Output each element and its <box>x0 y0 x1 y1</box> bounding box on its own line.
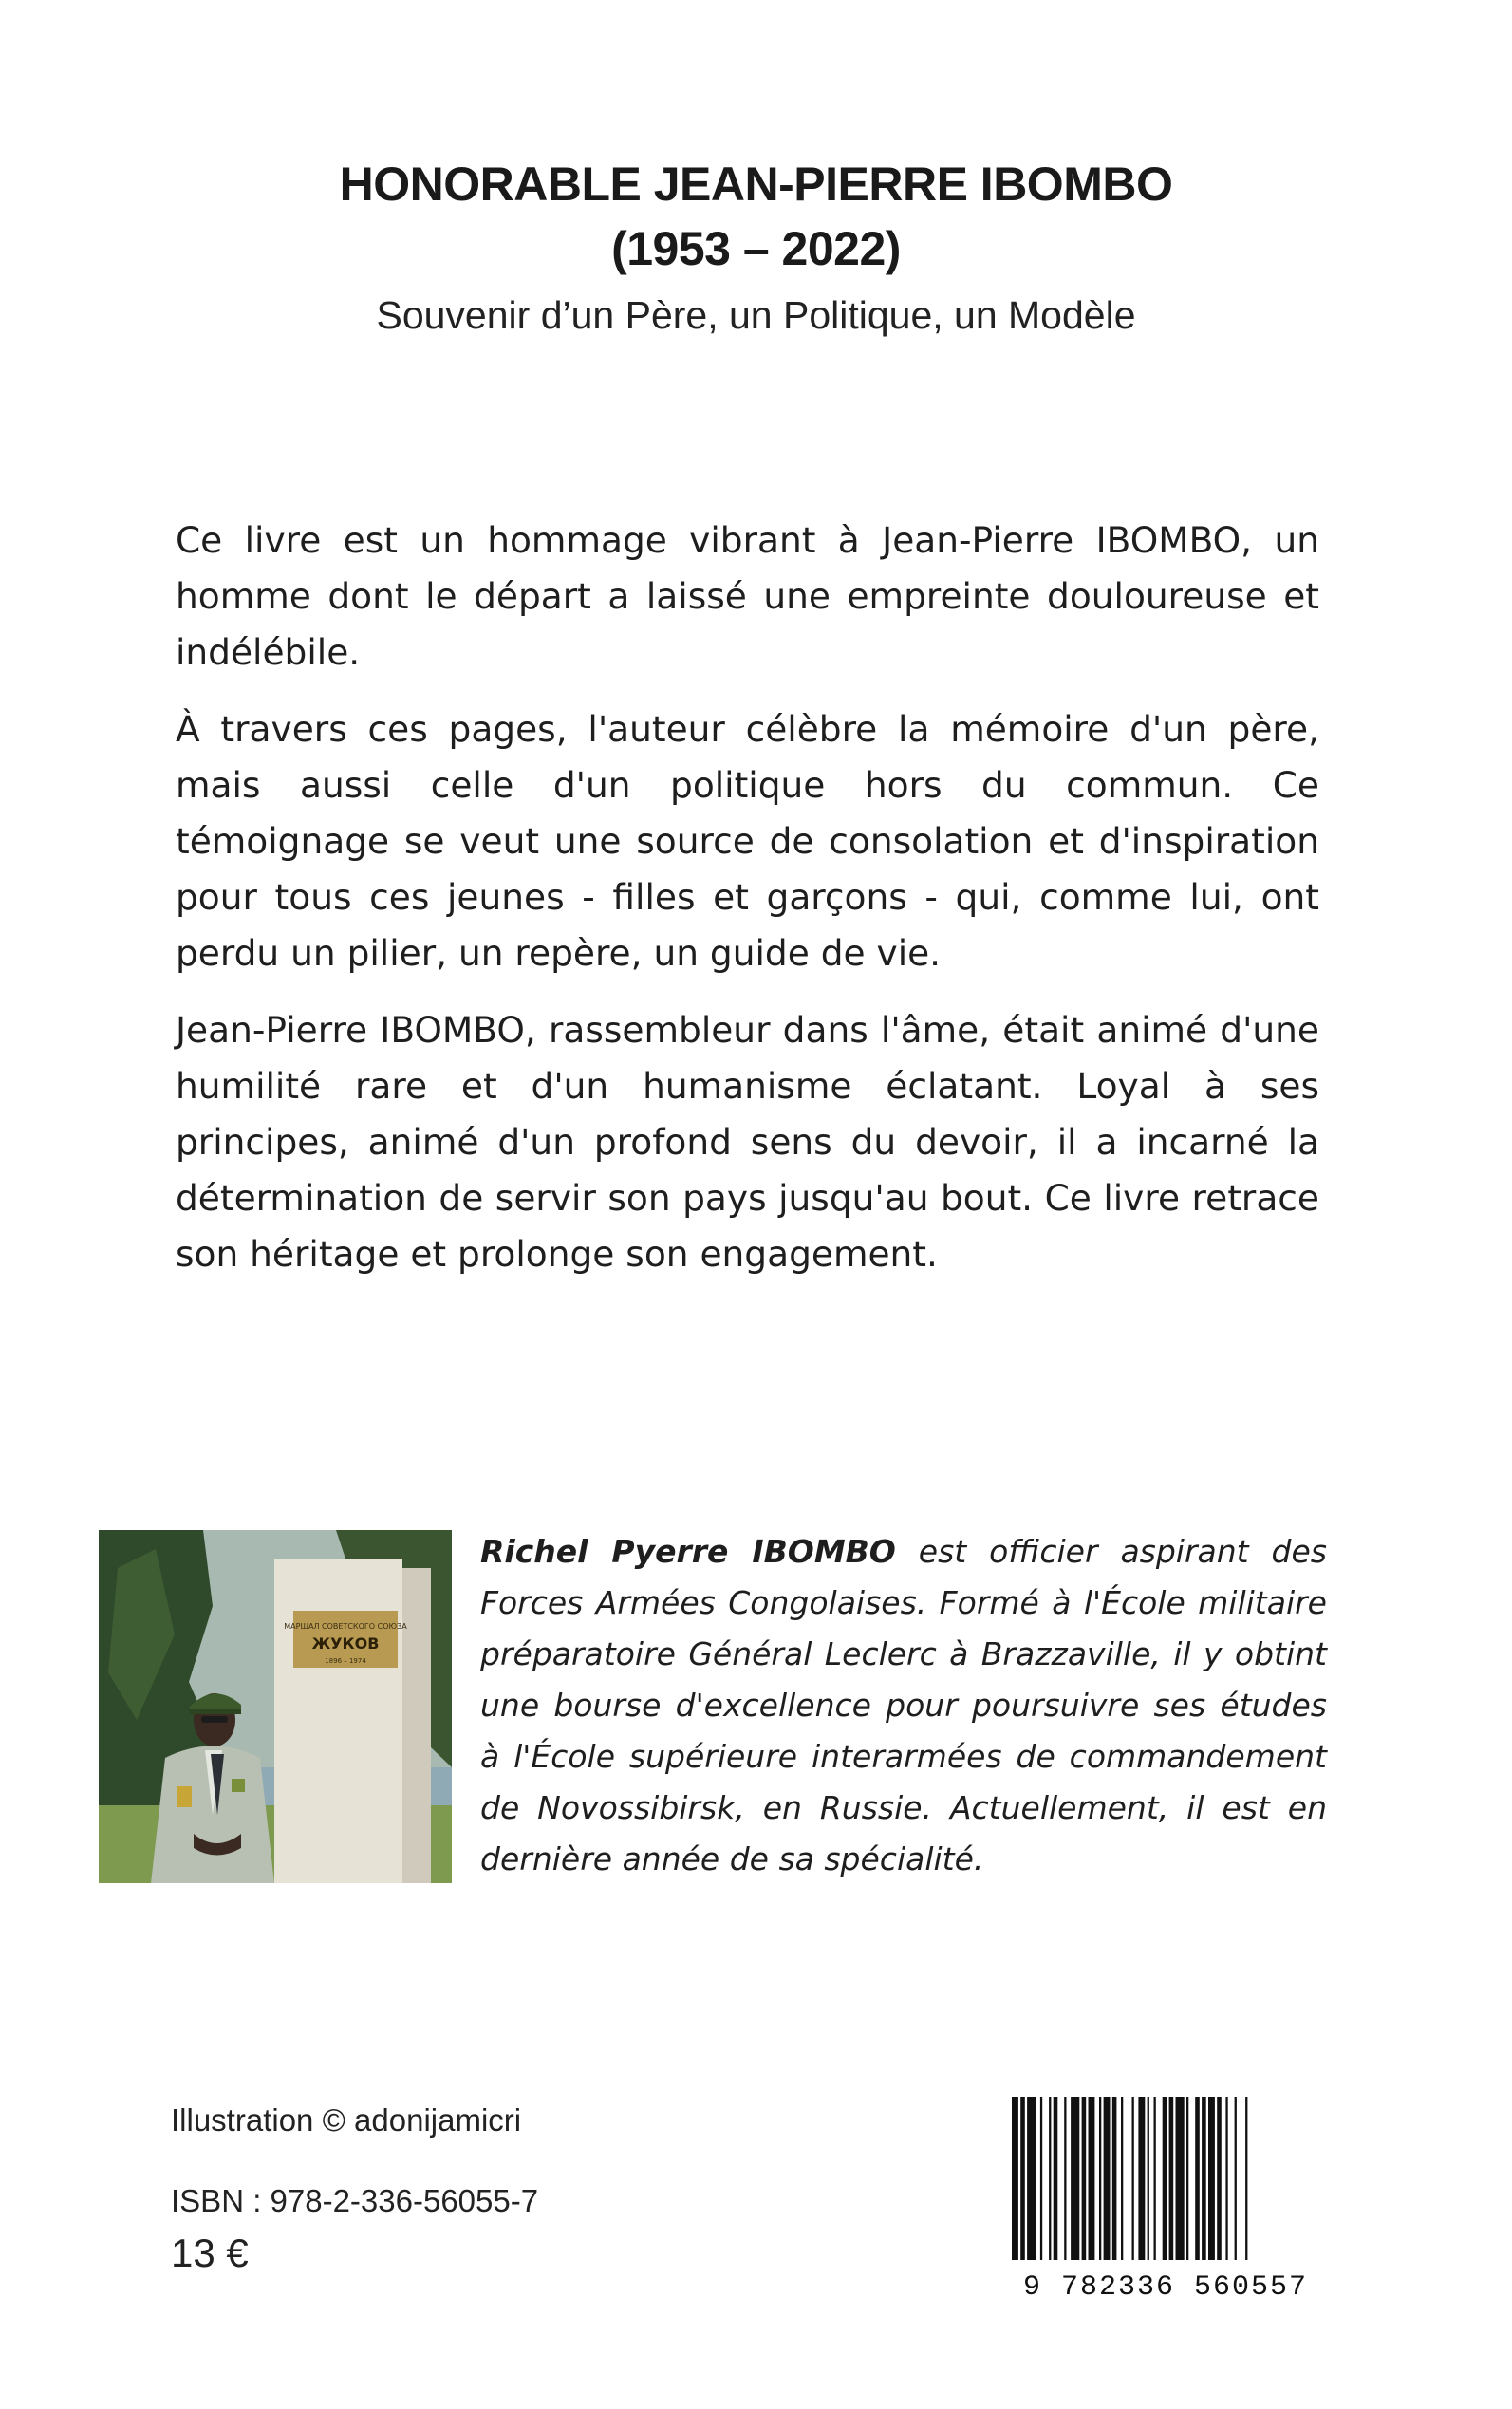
isbn: ISBN : 978-2-336-56055-7 <box>171 2183 539 2218</box>
book-title-line1: HONORABLE JEAN-PIERRE IBOMBO <box>339 158 1173 211</box>
author-name: Richel Pyerre IBOMBO <box>480 1533 896 1570</box>
summary-paragraph-3: Jean-Pierre IBOMBO, rassembleur dans l'âme, était animé d'une humilité rare et d'un humanisme éclatant. Loyal à ses principes, animé d'un profond sens du devoir, il a incarné la détermination de servir son pays jusqu'au bout. Ce livre retrace son héritage et prolonge son engagement. <box>176 1009 1319 1275</box>
barcode <box>999 2093 1333 2302</box>
summary-paragraph-1: Ce livre est un hommage vibrant à Jean-Pierre IBOMBO, un homme dont le départ a laissé une empreinte douloureuse et indélébile. <box>176 519 1319 673</box>
illustration-credit: Illustration © adonijamicri <box>171 2102 522 2138</box>
plaque-text: ЖУКОВ <box>311 1634 380 1653</box>
barcode-bars <box>1012 2097 1247 2260</box>
book-title-line2: (1953 – 2022) <box>611 222 901 275</box>
summary-paragraph-2: À travers ces pages, l'auteur célèbre la mémoire d'un père, mais aussi celle d'un politique hors du commun. Ce témoignage se veut une source de consolation et d'inspiration pour tous ces jeunes - filles et garçons - qui, comme lui, ont perdu un pilier, un repère, un guide de vie. <box>176 708 1319 974</box>
header <box>0 152 1512 342</box>
svg-text:1896 – 1974: 1896 – 1974 <box>325 1657 366 1665</box>
author-bio <box>480 1526 1327 1885</box>
author-photo <box>99 1530 452 1883</box>
book-subtitle: Souvenir d’un Père, un Politique, un Modèle <box>376 293 1136 337</box>
barcode-digits: 9 782336 560557 <box>1022 2271 1309 2302</box>
summary-text <box>176 513 1319 1303</box>
author-bio-text: est officier aspirant des Forces Armées Congolaises. Formé à l'École militaire préparatoire Général Leclerc à Brazzaville, il y obtint une bourse d'excellence pour poursuivre ses études à l'École supérieure interarmées de commandement de Novossibirsk, en Russie. Actuellement, il est en dernière année de sa spécialité. <box>480 1533 1327 1877</box>
price: 13 € <box>171 2231 249 2275</box>
svg-text:МАРШАЛ СОВЕТСКОГО СОЮЗА: МАРШАЛ СОВЕТСКОГО СОЮЗА <box>284 1622 407 1631</box>
